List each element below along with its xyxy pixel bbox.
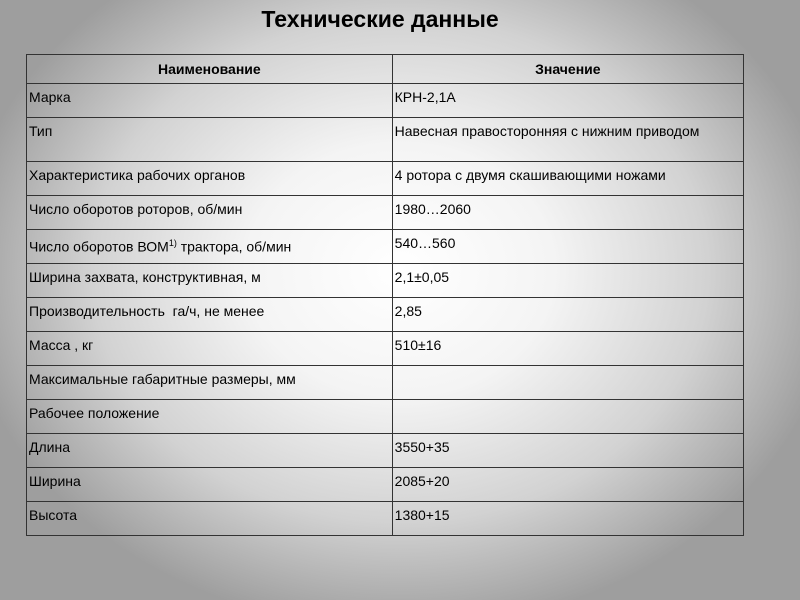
- table-row: [27, 118, 744, 162]
- row-name: Длина: [27, 434, 393, 468]
- table-header-row: [27, 55, 744, 84]
- row-name: Ширина: [27, 468, 393, 502]
- row-name: Тип: [27, 118, 393, 162]
- row-name: Число оборотов роторов, об/мин: [27, 196, 393, 230]
- table-row: [27, 332, 744, 366]
- table-row: [27, 468, 744, 502]
- row-name-footnote: 1): [168, 238, 177, 248]
- table-row: [27, 434, 744, 468]
- row-name: Максимальные габаритные размеры, мм: [27, 366, 393, 400]
- row-name: Марка: [27, 84, 393, 118]
- row-value: 2085+20: [392, 468, 743, 502]
- table-row: [27, 84, 744, 118]
- row-value: 2,85: [392, 298, 743, 332]
- table-row: [27, 162, 744, 196]
- row-name-tail: трактора, об/мин: [176, 238, 292, 255]
- row-name: Рабочее положение: [27, 400, 393, 434]
- row-value: [392, 400, 743, 434]
- row-value: 510±16: [392, 332, 743, 366]
- row-value: 1380+15: [392, 502, 743, 536]
- row-name: Производительность га/ч, не менее: [27, 298, 393, 332]
- row-name-main: Число оборотов ВОМ: [29, 238, 169, 255]
- row-value: 540…560: [392, 230, 743, 264]
- row-value: Навесная правосторонняя с нижним приводом: [392, 118, 743, 162]
- table-row: [27, 230, 744, 264]
- row-name: Высота: [27, 502, 393, 536]
- table-row: [27, 400, 744, 434]
- page-title: Технические данные: [261, 6, 499, 32]
- row-name: Характеристика рабочих органов: [27, 162, 393, 196]
- header-value: Значение: [392, 55, 743, 84]
- table-row: [27, 264, 744, 298]
- row-value: 1980…2060: [392, 196, 743, 230]
- row-value: 3550+35: [392, 434, 743, 468]
- row-value: 2,1±0,05: [392, 264, 743, 298]
- row-name: Масса , кг: [27, 332, 393, 366]
- table-row: [27, 366, 744, 400]
- tech-data-table: [26, 54, 744, 536]
- table-row: [27, 196, 744, 230]
- table-row: [27, 502, 744, 536]
- row-name: Ширина захвата, конструктивная, м: [27, 264, 393, 298]
- row-name: [27, 230, 393, 264]
- row-value: 4 ротора с двумя скашивающими ножами: [392, 162, 743, 196]
- row-value: [392, 366, 743, 400]
- row-value: КРН-2,1А: [392, 84, 743, 118]
- table-row: [27, 298, 744, 332]
- header-name: Наименование: [27, 55, 393, 84]
